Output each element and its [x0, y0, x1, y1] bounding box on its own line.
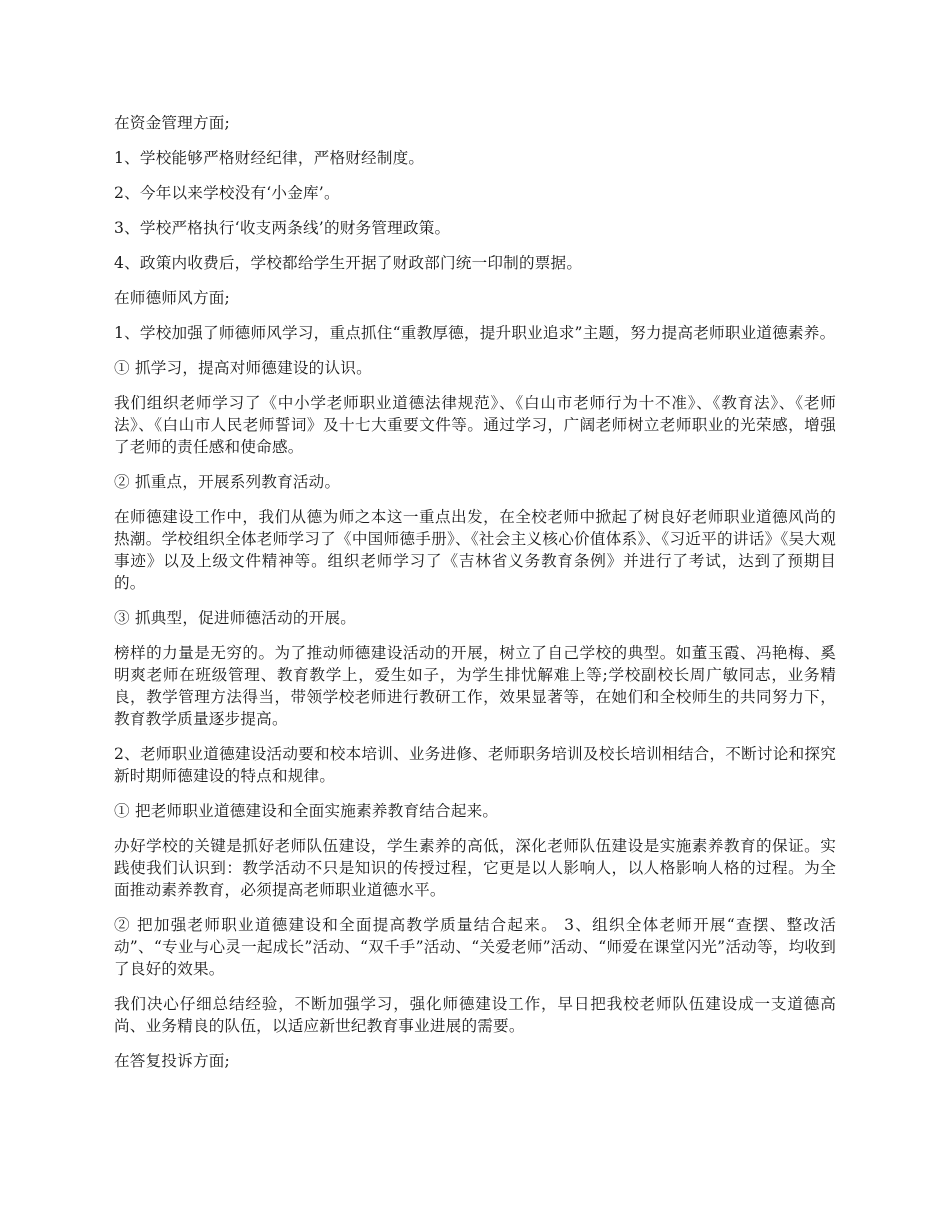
paragraph: ① 抓学习，提高对师德建设的认识。: [114, 359, 372, 377]
paragraph: ③ 抓典型，促进师德活动的开展。: [114, 609, 357, 627]
paragraph: ① 把老师职业道德建设和全面实施素养教育结合起来。: [114, 802, 499, 820]
paragraph: 办好学校的关键是抓好老师队伍建设，学生素养的高低，深化老师队伍建设是实施素养教育的保证。实践使我们认识到：教学活动不只是知识的传授过程，它更是以人影响人，以人格影响人格的过程。为全面推动素养教育，必须提高老师职业道德水平。: [114, 837, 836, 899]
paragraph: ② 抓重点，开展系列教育活动。: [114, 473, 341, 491]
paragraph: 我们决心仔细总结经验，不断加强学习，强化师德建设工作，早日把我校老师队伍建设成一支道德高尚、业务精良的队伍，以适应新世纪教育事业进展的需要。: [114, 995, 836, 1035]
paragraph: 1、学校能够严格财经纪律，严格财经制度。: [114, 149, 425, 167]
paragraph: 1、学校加强了师德师风学习，重点抓住“重教厚德，提升职业追求”主题，努力提高老师职业道德素养。: [114, 324, 836, 342]
section-heading-finance: 在资金管理方面;: [114, 114, 231, 132]
paragraph: 2、今年以来学校没有‘小金库’。: [114, 184, 340, 202]
paragraph: 4、政策内收费后，学校都给学生开据了财政部门统一印制的票据。: [114, 254, 583, 272]
document-body: [114, 112, 836, 1085]
paragraph: 榜样的力量是无穷的。为了推动师德建设活动的开展，树立了自己学校的典型。如董玉霞、冯艳梅、奚明爽老师在班级管理、教育教学上，爱生如子，为学生排忧解难上等;学校副校长周广敏同志，业务精良，教学管理方法得当，带领学校老师进行教研工作，效果显著等，在她们和全校师生的共同努力下，教育教学质量逐步提高。: [114, 644, 836, 728]
paragraph: 我们组织老师学习了《中小学老师职业道德法律规范》、《白山市老师行为十不准》、《教育法》、《老师法》、《白山市人民老师誓词》及十七大重要文件等。通过学习，广阔老师树立老师职业的光荣感，增强了老师的责任感和使命感。: [114, 394, 836, 456]
paragraph: 在师德建设工作中，我们从德为师之本这一重点出发，在全校老师中掀起了树良好老师职业道德风尚的热潮。学校组织全体老师学习了《中国师德手册》、《社会主义核心价值体系》、《习近平的讲话》《吴大观事迹》以及上级文件精神等。组织老师学习了《吉林省义务教育条例》并进行了考试，达到了预期目的。: [114, 508, 836, 592]
section-heading-ethics: 在师德师风方面;: [114, 289, 231, 307]
paragraph: 3、学校严格执行‘收支两条线’的财务管理政策。: [114, 219, 451, 237]
section-heading-complaints: 在答复投诉方面;: [114, 1052, 231, 1070]
paragraph: 2、老师职业道德建设活动要和校本培训、业务进修、老师职务培训及校长培训相结合，不断讨论和探究新时期师德建设的特点和规律。: [114, 745, 836, 785]
paragraph: ② 把加强老师职业道德建设和全面提高教学质量结合起来。 3、组织全体老师开展“查摆、整改活动”、“专业与心灵一起成长”活动、“双千手”活动、“关爱老师”活动、“师爱在课堂闪光”活动等，均收到了良好的效果。: [114, 916, 836, 978]
